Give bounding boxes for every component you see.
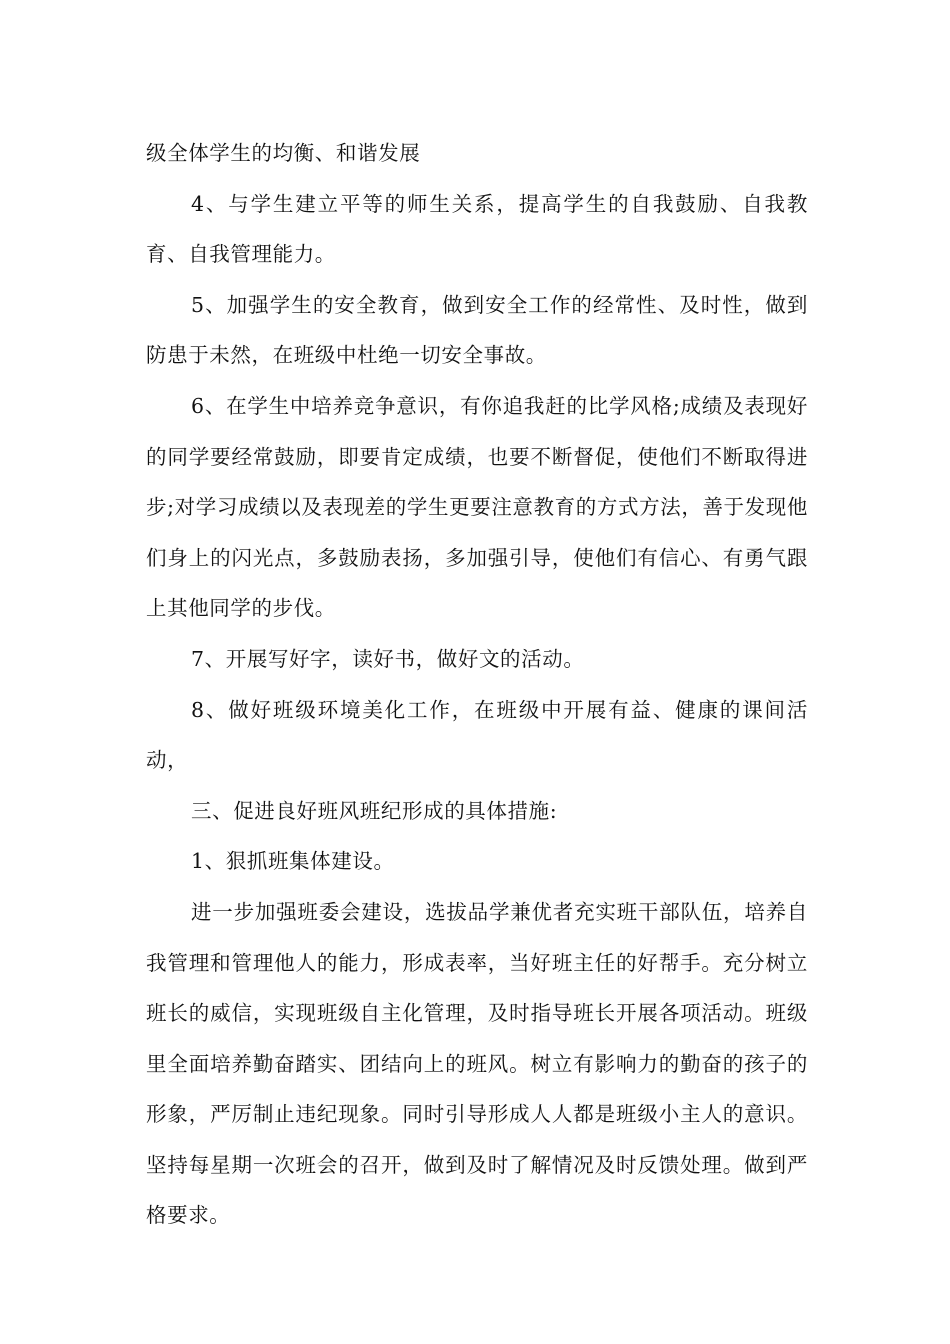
paragraph-item-7: 7、开展写好字，读好书，做好文的活动。 xyxy=(191,646,585,671)
paragraph-continuation: 级全体学生的均衡、和谐发展 xyxy=(146,141,421,165)
paragraph-item-4: 4、与学生建立平等的师生关系，提高学生的自我鼓励、自我教育、自我管理能力。 xyxy=(146,191,808,267)
document-body xyxy=(146,128,808,1241)
paragraph-item-5: 5、加强学生的安全教育，做到安全工作的经常性、及时性，做到防患于未然，在班级中杜绝一切安全事故。 xyxy=(146,292,808,368)
paragraph-item-6: 6、在学生中培养竞争意识，有你追我赶的比学风格;成绩及表现好的同学要经常鼓励，即要肯定成绩，也要不断督促，使他们不断取得进步;对学习成绩以及表现差的学生更要注意教育的方式方法，善于发现他们身上的闪光点，多鼓励表扬，多加强引导，使他们有信心、有勇气跟上其他同学的步伐。 xyxy=(146,393,808,621)
paragraph-item-8: 8、做好班级环境美化工作，在班级中开展有益、健康的课间活动， xyxy=(146,697,808,773)
subheading-class-building: 1、狠抓班集体建设。 xyxy=(191,849,395,874)
section-heading-three: 三、促进良好班风班纪形成的具体措施: xyxy=(191,798,558,823)
paragraph-class-committee: 进一步加强班委会建设，选拔品学兼优者充实班干部队伍，培养自我管理和管理他人的能力，形成表率，当好班主任的好帮手。充分树立班长的威信，实现班级自主化管理，及时指导班长开展各项活动。班级里全面培养勤奋踏实、团结向上的班风。树立有影响力的勤奋的孩子的形象，严厉制止违纪现象。同时引导形成人人都是班级小主人的意识。坚持每星期一次班会的召开，做到及时了解情况及时反馈处理。做到严格要求。 xyxy=(146,899,808,1228)
